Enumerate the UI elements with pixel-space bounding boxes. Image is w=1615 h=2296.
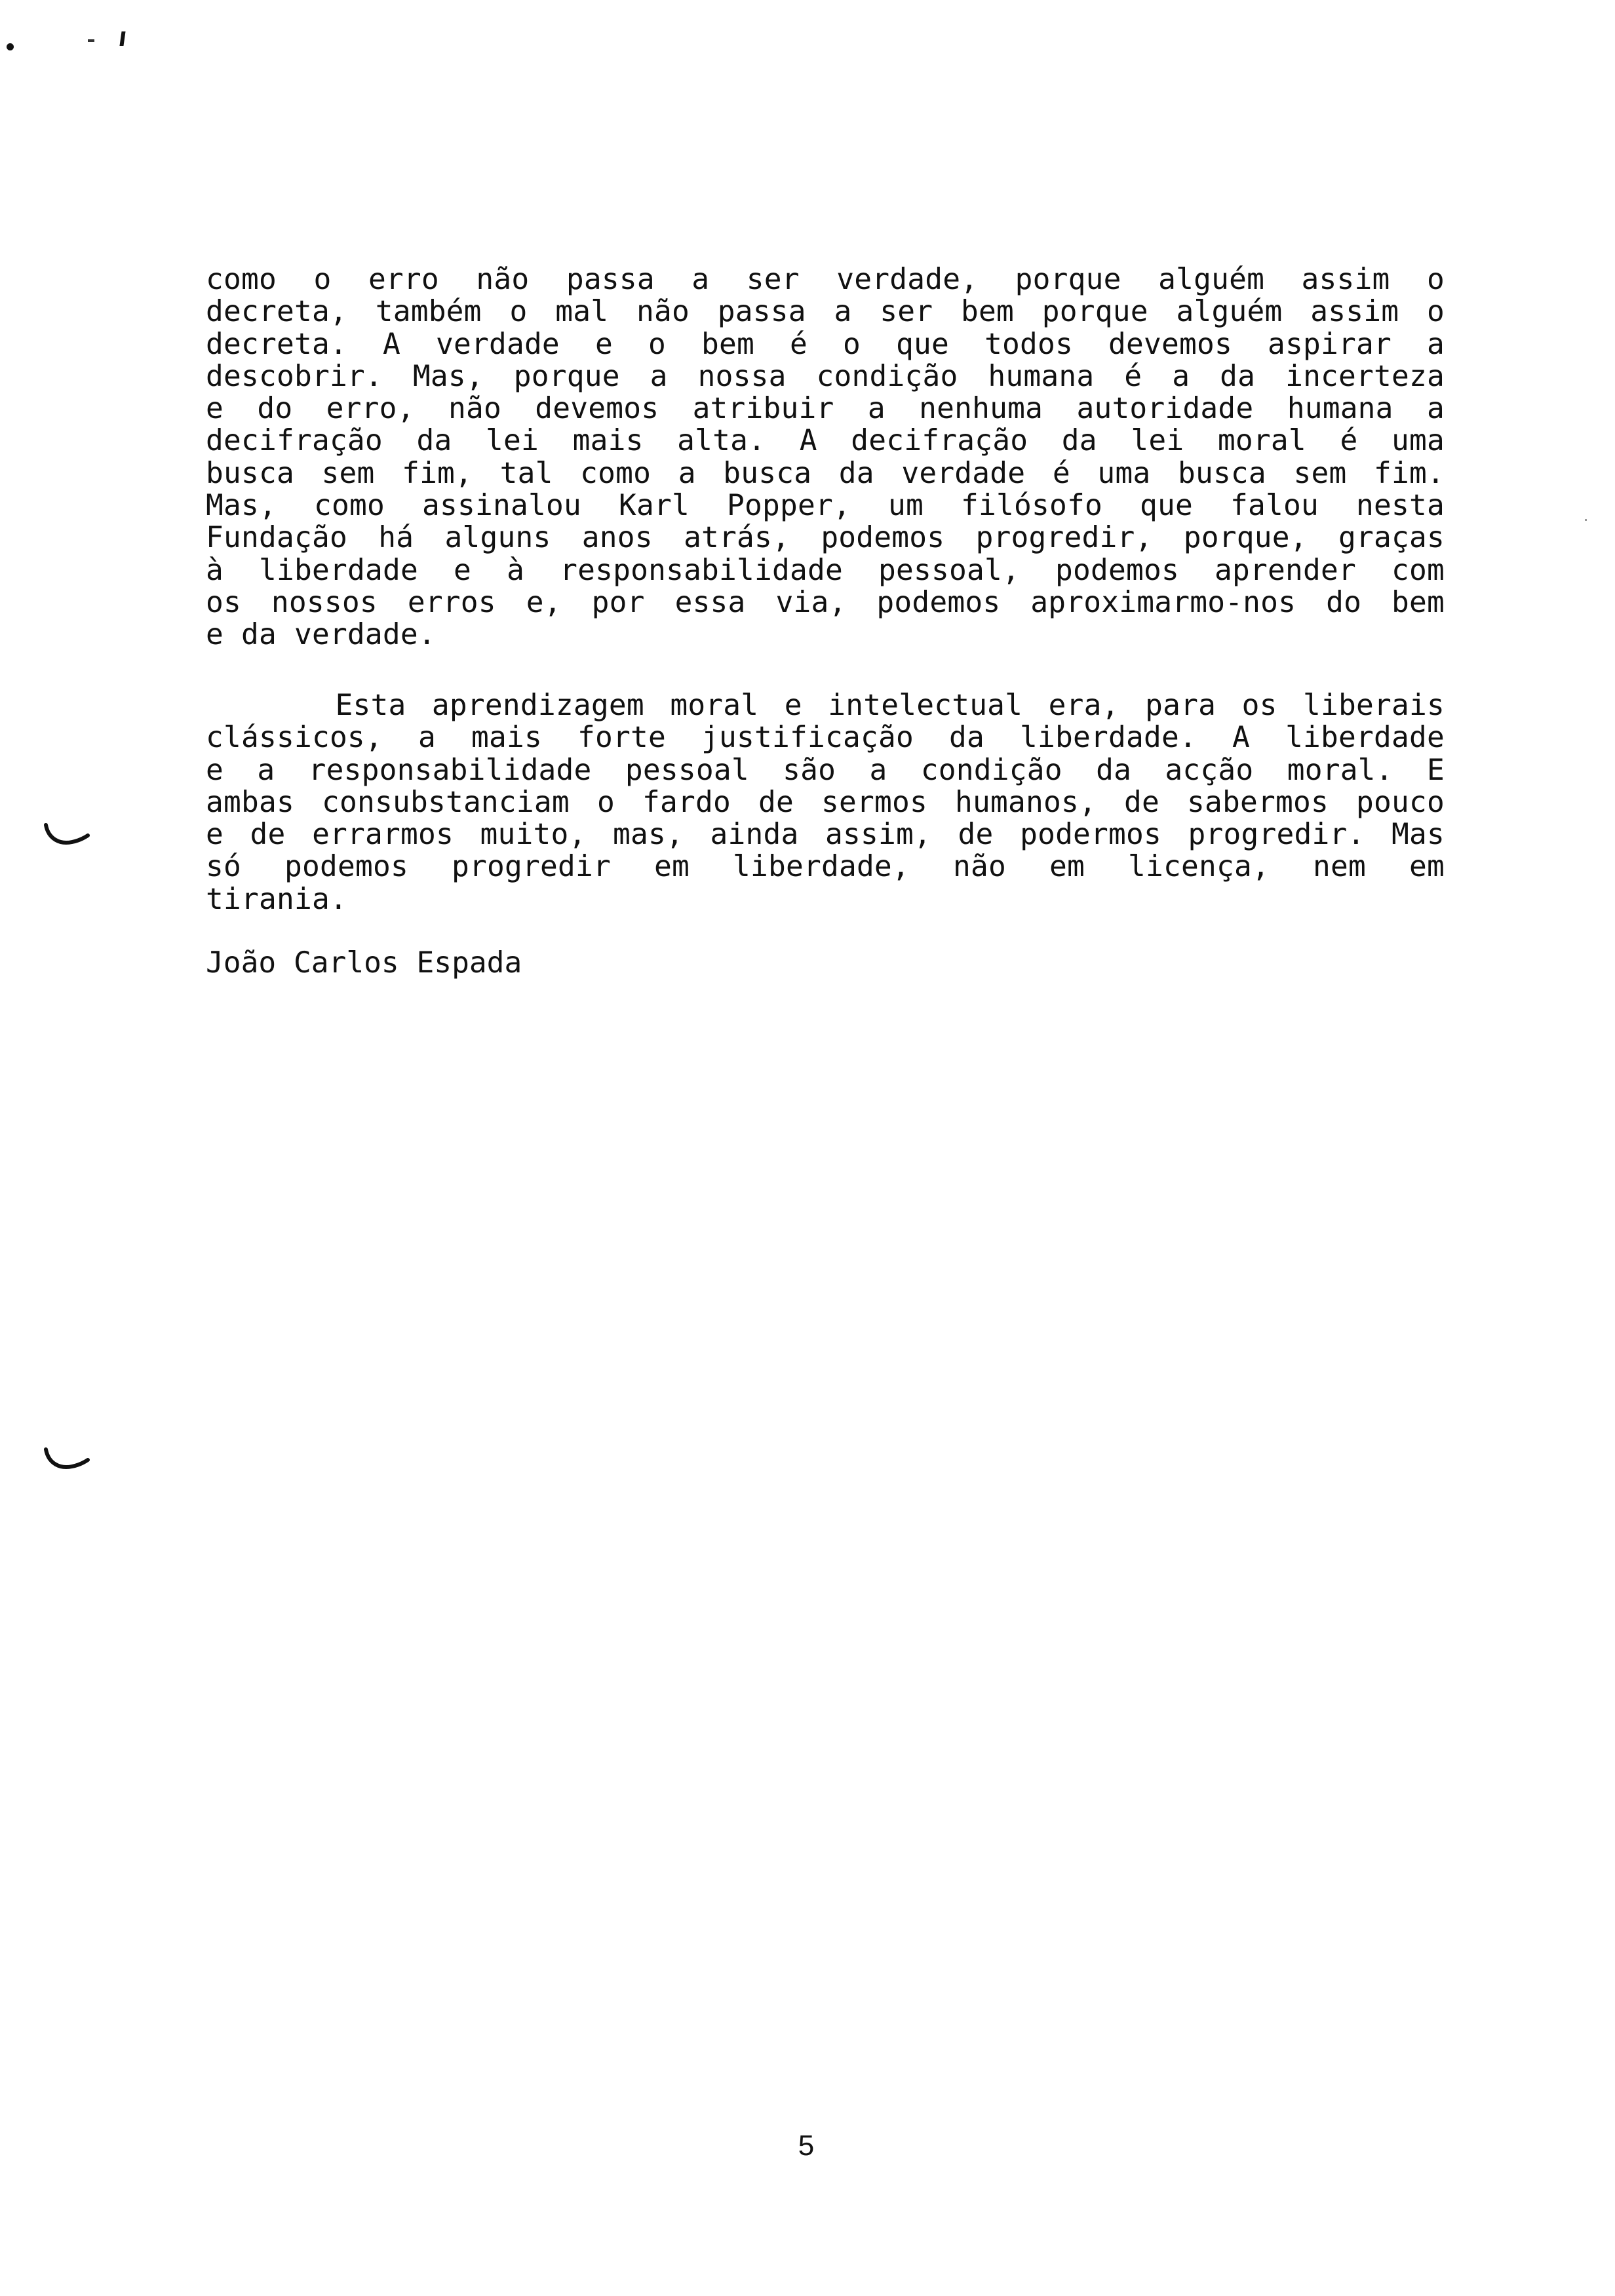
paragraph-1 [206,263,1445,651]
text-line: decifração da lei mais alta. A decifração da lei moral é uma [206,424,1445,458]
page-number: 5 [798,2130,815,2162]
author-signature: João Carlos Espada [206,946,522,980]
text-line: e da verdade. [206,618,436,652]
text-line: decreta. A verdade e o bem é o que todos devemos aspirar a [206,327,1445,361]
text-line: tirania. [206,882,347,916]
paragraph-2 [206,689,1445,915]
text-line: os nossos erros e, por essa via, podemos aproximarmo-nos do bem [206,585,1445,619]
text-line: à liberdade e à responsabilidade pessoal, podemos aprender com [206,553,1445,587]
text-line: ambas consubstanciam o fardo de sermos humanos, de sabermos pouco [206,785,1445,819]
text-line: como o erro não passa a ser verdade, porque alguém assim o [206,263,1445,296]
binder-hook-mark [43,822,90,849]
binder-hook-mark [43,1447,90,1473]
scan-dash-mark [88,39,94,42]
text-line: só podemos progredir em liberdade, não em licença, nem em [206,850,1445,884]
scan-tick-mark [119,31,125,46]
text-line: descobrir. Mas, porque a nossa condição humana é a da incerteza [206,359,1445,393]
text-line: e do erro, não devemos atribuir a nenhuma autoridade humana a [206,392,1445,426]
scan-dot-mark [7,43,14,50]
scan-speck [1585,519,1587,521]
text-line: e de errarmos muito, mas, ainda assim, de podermos progredir. Mas [206,818,1445,852]
text-line: Esta aprendizagem moral e intelectual era, para os liberais [206,689,1445,722]
text-line: busca sem fim, tal como a busca da verdade é uma busca sem fim. [206,456,1445,490]
text-line: e a responsabilidade pessoal são a condição da acção moral. E [206,753,1445,787]
text-line: Mas, como assinalou Karl Popper, um filósofo que falou nesta [206,489,1445,523]
text-line: decreta, também o mal não passa a ser bem porque alguém assim o [206,295,1445,329]
text-line: clássicos, a mais forte justificação da liberdade. A liberdade [206,721,1445,755]
text-line: Fundação há alguns anos atrás, podemos progredir, porque, graças [206,521,1445,555]
